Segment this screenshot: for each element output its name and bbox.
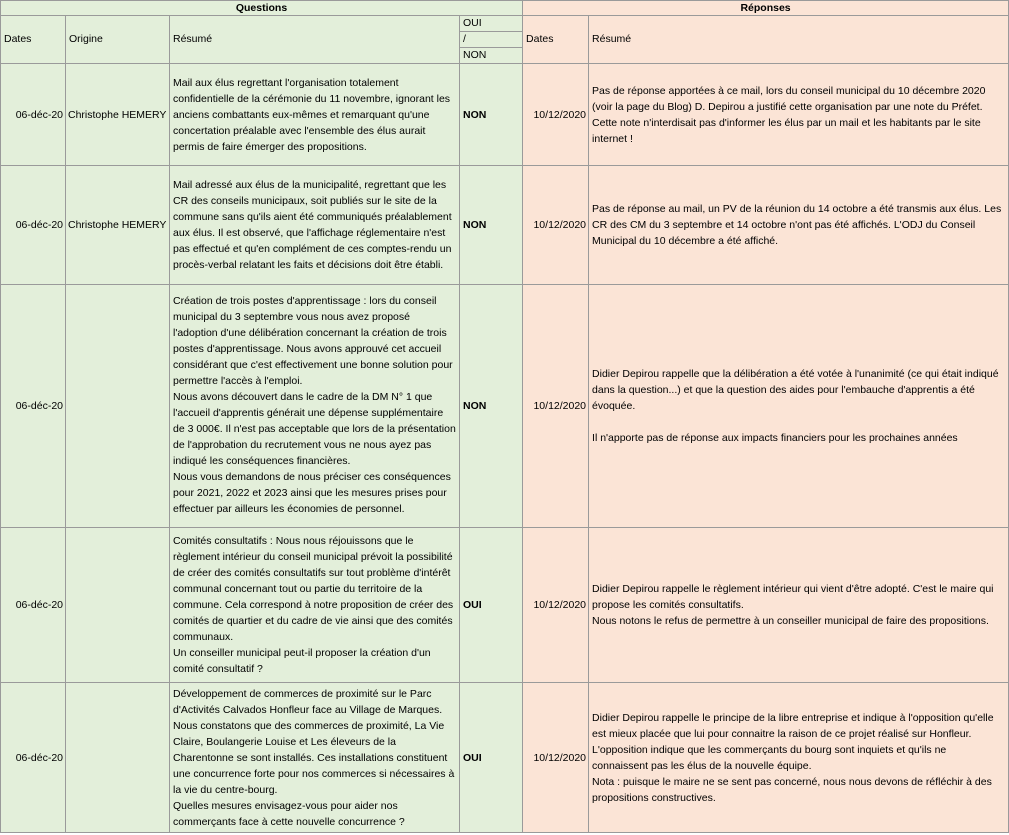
question-summary: Création de trois postes d'apprentissage : lors du conseil municipal du 3 septembre vous nous avez proposé l'adoption d'une délibération concernant la création de trois postes d'apprentissage. Nous avons approuvé cet accueil considérant que c'est effectivement une bonne solution pour permettre l'accès à l'emploi. Nous avons découvert dans le cadre de la DM N° 1 que l'accueil d'apprentis générait une dépense supplémentaire de 3 000€. Il n'est pas acceptable que lors de la présentation de l'approbation du recrutement vous ne nous ayez pas indiqué les conséquences financières. Nous vous demandons de nous préciser ces conséquences pour 2021, 2022 et 2023 ainsi que les mesures prises pour effectuer par ailleurs les économies de personnel.: [173, 295, 456, 515]
answer-status: NON: [460, 285, 523, 528]
question-origin: Christophe HEMERY: [66, 166, 170, 285]
section-header-row: [1, 1, 1009, 16]
col-slash-header: /: [460, 32, 523, 48]
response-summary: Didier Depirou rappelle le principe de la libre entreprise et indique à l'opposition qu'elle est mieux placée que lui pour connaitre la raison de ce projet réalisé sur Honfleur. L'opposition indique que les commerçants du bourg sont inquiets et qu'ils ne connaissent pas les élus de la nouvelle équipe. Nota : puisque le maire ne se sent pas concerné, nous nous devons de réfléchir à des propositions constructives.: [589, 683, 1009, 833]
question-date: 06-déc-20: [1, 64, 66, 166]
col-response-resume-header: Résumé: [589, 16, 1009, 64]
question-summary: Mail aux élus regrettant l'organisation totalement confidentielle de la cérémonie du 11 novembre, ignorant les anciens combattants eux-mêmes et remarquant qu'une concertation préalable avec l'ensemble des élus aurait permis de faire émerger des propositions.: [170, 64, 460, 166]
response-date: 10/12/2020: [523, 285, 589, 528]
table-row: [1, 64, 1009, 166]
table-row: [1, 528, 1009, 683]
question-summary: Développement de commerces de proximité sur le Parc d'Activités Calvados Honfleur face au Village de Marques. Nous constatons que des commerces de proximité, La Vie Claire, Boulangerie Louise et Les éleveurs de la Charentonne se sont installés. Ces installations constituent une concurrence forte pour nos commerces si nécessaires à la vie du centre-bourg. Quelles mesures envisagez-vous pour aider nos commerçants face à cette nouvelle concurrence ?: [170, 683, 460, 833]
question-origin: [66, 528, 170, 683]
col-response-dates-header: Dates: [523, 16, 589, 64]
question-origin: [66, 285, 170, 528]
column-header-row: [1, 16, 1009, 32]
response-date: 10/12/2020: [523, 683, 589, 833]
answer-status: NON: [460, 64, 523, 166]
question-summary: Comités consultatifs : Nous nous réjouissons que le règlement intérieur du conseil municipal prévoit la possibilité de créer des comités consultatifs sur tout problème d'intérêt communal concernant tout ou partie du territoire de la commune. Cela correspond à notre proposition de créer des comités de quartier et du cadre de vie ainsi que des comités communaux. Un conseiller municipal peut-il proposer la création d'un comité consultatif ?: [170, 528, 460, 683]
table-row: [1, 166, 1009, 285]
col-dates-header: Dates: [1, 16, 66, 64]
response-summary: Pas de réponse au mail, un PV de la réunion du 14 octobre a été transmis aux élus. Les CR des CM du 3 septembre et 14 octobre n'ont pas été affichés. L'ODJ du Conseil Municipal du 10 décembre a été affiché.: [589, 166, 1009, 285]
table-row: [1, 683, 1009, 833]
col-origine-header: Origine: [66, 16, 170, 64]
response-date: 10/12/2020: [523, 166, 589, 285]
questions-header: Questions: [1, 1, 523, 16]
col-non-header: NON: [460, 48, 523, 64]
question-summary-cell: [170, 285, 460, 528]
table-row: [1, 285, 1009, 528]
responses-header: Réponses: [523, 1, 1009, 16]
answer-status: NON: [460, 166, 523, 285]
col-oui-header: OUI: [460, 16, 523, 32]
question-summary: Mail adressé aux élus de la municipalité, regrettant que les CR des conseils municipaux, soit publiés sur le site de la commune sans qu'ils aient été communiqués préalablement aux élus. Il est observé, que l'affichage réglementaire n'est pas effectué et qu'en complément de ces comptes-rendu un procès-verbal relatant les faits et décisions doit être établi.: [170, 166, 460, 285]
col-resume-header: Résumé: [170, 16, 460, 64]
question-date: 06-déc-20: [1, 285, 66, 528]
question-date: 06-déc-20: [1, 166, 66, 285]
response-date: 10/12/2020: [523, 64, 589, 166]
answer-status: OUI: [460, 528, 523, 683]
response-summary: Didier Depirou rappelle que la délibération a été votée à l'unanimité (ce qui était indiqué dans la question...) et que la question des aides pour l'embauche d'apprentis a été évoquée. Il n'apporte pas de réponse aux impacts financiers pour les prochaines années: [589, 285, 1009, 528]
answer-status: OUI: [460, 683, 523, 833]
question-origin: Christophe HEMERY: [66, 64, 170, 166]
question-date: 06-déc-20: [1, 683, 66, 833]
response-summary: Pas de réponse apportées à ce mail, lors du conseil municipal du 10 décembre 2020 (voir la page du Blog) D. Depirou a justifié cette organisation par une note du Préfet. Cette note n'interdisait pas d'informer les élus par un mail et les habitants par le site internet !: [589, 64, 1009, 166]
question-origin: [66, 683, 170, 833]
question-date: 06-déc-20: [1, 528, 66, 683]
response-summary: Didier Depirou rappelle le règlement intérieur qui vient d'être adopté. C'est le maire qui propose les comités consultatifs. Nous notons le refus de permettre à un conseiller municipal de faire des propositions.: [589, 528, 1009, 683]
response-date: 10/12/2020: [523, 528, 589, 683]
